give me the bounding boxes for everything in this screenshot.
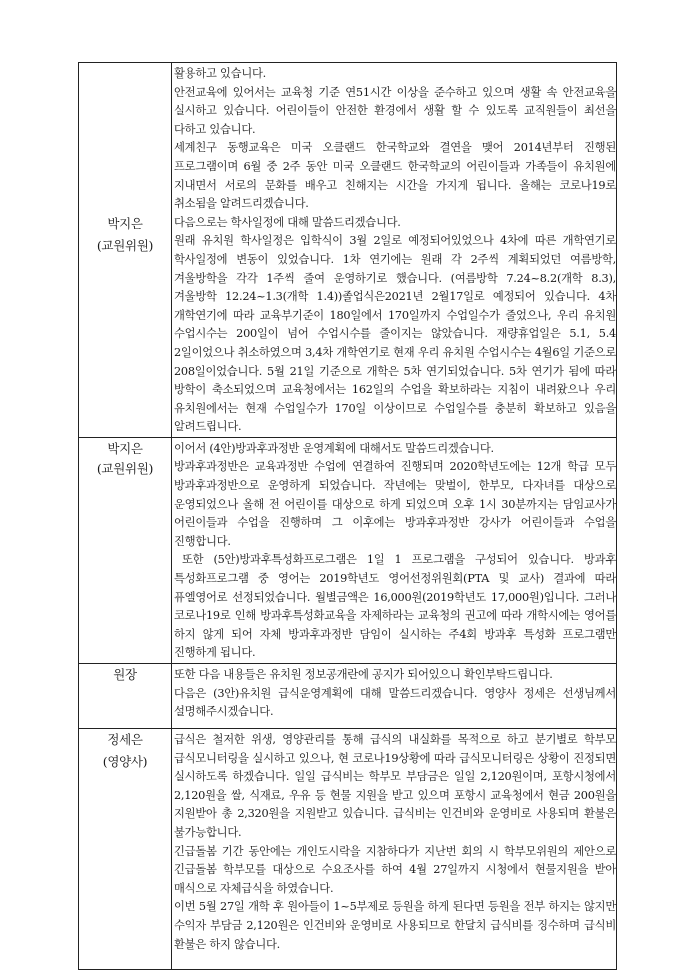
- statement-cell: [172, 664, 617, 729]
- statement-paragraph: 다음은 (3안)유치원 급식운영계획에 대해 말씀드리겠습니다. 영양사 정세은 선생님께서 설명해주시겠습니다.: [174, 686, 616, 719]
- speaker-cell: [79, 664, 172, 729]
- speaker-cell: [79, 729, 172, 970]
- speaker-name: 원장: [113, 667, 137, 682]
- speaker-role: (교원위원): [96, 238, 154, 253]
- statement-paragraph: 또한 (5안)방과후특성화프로그램은 1일 1 프로그램을 구성되어 있습니다. 방과후 특성화프로그램 중 영어는 2019학년도 영어선정위원회(PTA 및 교사) 결과에 따라 퓨엘영어로 선정되었습니다. 월별금액은 16,000원(2019학년도 17,000원)입니다. 그러나 코로나19로 인해 방과후특성화교육을 자제하라는 교육청의 권고에 따라 개학시에는 영어를 하지 않게 되어 자체 방과후과정반 담임이 실시하는 주4회 방과후 특성화 프로그램만 진행하게 됩니다.: [174, 553, 616, 660]
- speaker-role: (교원위원): [96, 460, 154, 476]
- statement-cell: [172, 729, 617, 970]
- speaker-name: 박지은: [107, 216, 143, 231]
- minutes-row: [79, 63, 617, 438]
- statement-paragraph: 원래 유치원 학사일정은 입학식이 3월 2일로 예정되어있었으나 4차에 따른 개학연기로 학사일정에 변동이 있었습니다. 1차 연기에는 원래 각 2주씩 계획되었던 여름방학, 겨울방학을 각각 1주씩 줄여 운영하기로 했습니다. (여름방학 7.24~8.2(개학 8.3), 겨울방학 12.24~1.3(개학 1.4))졸업식은2021년 2월17일로 예정되어 있습니다. 4차 개학연기에 따라 교육부기준이 180일에서 170일까지 수업일수가 줄었으나, 우리 유치원 수업시수는 200일이 넘어 수업시수를 줄이지는 않았습니다. 재량휴업일은 5.1, 5.4 2일이었으나 취소하였으며 3,4차 개학연기로 현재 우리 유치원 수업시수는 4월6일 기준으로 208일이었습니다. 5월 21일 기준으로 개학은 5차 연기되었습니다. 5차 연기가 됨에 따라 방학이 축소되었으며 교육청에서는 162일의 수업을 확보하라는 지침이 내려왔으나 우리 유치원에서는 현재 수업일수가 170일 이상이므로 수업일수를 충분히 확보하고 있음을 알려드립니다.: [174, 234, 616, 434]
- speaker-cell: [79, 437, 172, 663]
- statement-paragraph: 세계친구 동행교육은 미국 오클랜드 한국학교와 결연을 맺어 2014년부터 진행된 프로그램이며 6월 중 2주 동안 미국 오클랜드 한국학교의 어린이들과 가족들이 유치원에 지내면서 서로의 문화를 배우고 친해지는 시간을 가지게 됩니다. 올해는 코로나19로 취소됨을 알려드리겠습니다.: [174, 141, 616, 211]
- statement-paragraph: 활용하고 있습니다.: [174, 67, 266, 80]
- speaker-cell: [79, 63, 172, 438]
- statement-paragraph: 급식은 철저한 위생, 영양관리를 통해 급식의 내실화를 목적으로 하고 분기별로 학부모 급식모니터링을 실시하고 있으나, 현 코로나19상황에 따라 급식모니터링은 상황이 진정되면 실시하도록 하겠습니다. 일일 급식비는 학부모 부담금은 일일 2,120원이며, 포항시청에서 2,120원을 쌀, 식재료, 우유 등 현물 지원을 받고 있으며 포항시 교육청에서 현금 200원을 지원받아 총 2,320원을 지원받고 있습니다. 급식비는 인건비와 운영비로 사용되며 환불은 불가능합니다.: [174, 733, 616, 839]
- minutes-row: [79, 437, 617, 663]
- statement-paragraph: 다음으로는 학사일정에 대해 말씀드리겠습니다.: [174, 215, 401, 229]
- statement-paragraph: 방과후과정반은 교육과정반 수업에 연결하여 진행되며 2020학년도에는 12개 학급 모두 방과후과정반으로 운영하게 되었습니다. 작년에는 맞벌이, 한부모, 다자녀를 대상으로 운영되었으나 올해 전 어린이를 대상으로 하게 되었으며 오후 1시 30분까지는 담임교사가 어린이들과 수업을 진행하며 그 이후에는 방과후과정반 강사가 어린이들과 수업을 진행합니다.: [174, 460, 616, 548]
- minutes-row: [79, 729, 617, 970]
- speaker-name: 정세은: [107, 732, 143, 747]
- statement-paragraph: 이어서 (4안)방과후과정반 운영계획에 대해서도 말씀드리겠습니다.: [174, 441, 494, 455]
- minutes-row: [79, 664, 617, 729]
- meeting-minutes-table: [78, 62, 617, 970]
- statement-paragraph: 또한 다음 내용들은 유치원 정보공개란에 공지가 되어있으니 확인부탁드립니다.: [174, 668, 553, 681]
- statement-paragraph: 이번 5월 27일 개학 후 원아들이 1~5부제로 등원을 하게 된다면 등원을 전부 하지는 않지만 수익자 부담금 2,120원은 인건비와 운영비로 사용되므로 한달치 급식비를 징수하며 급식비 환불은 하지 않습니다.: [174, 900, 616, 951]
- speaker-role: (영양사): [102, 754, 148, 769]
- statement-paragraph: 긴급돌봄 기간 동안에는 개인도시락을 지참하다가 지난번 회의 시 학부모위원의 제안으로 긴급돌봄 학부모를 대상으로 수요조사를 하여 4월 27일까지 시청에서 현물지원을 받아 매식으로 자체급식을 하였습니다.: [174, 844, 616, 895]
- speaker-name: 박지은: [107, 440, 143, 456]
- statement-cell: [172, 437, 617, 663]
- statement-paragraph: 안전교육에 있어서는 교육청 기준 연51시간 이상을 준수하고 있으며 생활 속 안전교육을 실시하고 있습니다. 어린이들이 안전한 환경에서 생활 할 수 있도록 교직원들이 최선을 다하고 있습니다.: [174, 85, 616, 136]
- statement-cell: [172, 63, 617, 438]
